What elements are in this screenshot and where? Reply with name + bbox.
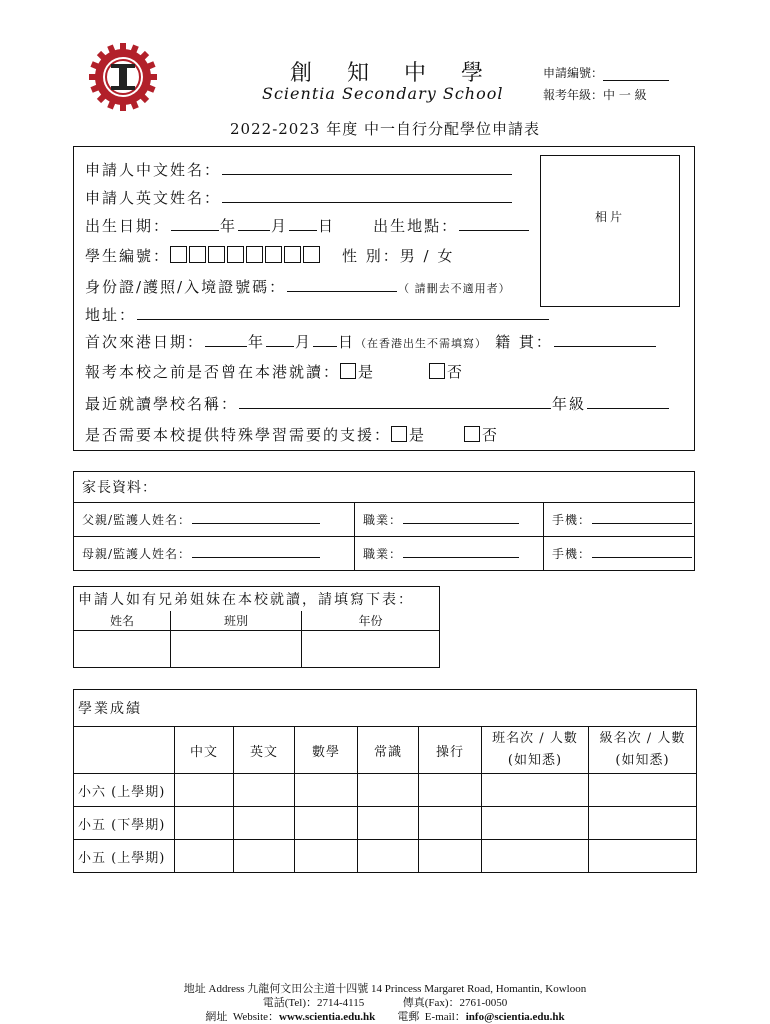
- dob-day-field[interactable]: [289, 215, 317, 231]
- father-name-cell[interactable]: 父親/監護人姓名：: [74, 503, 355, 537]
- studied-yes-checkbox[interactable]: [340, 363, 356, 379]
- footer-contact: 網址 Website：www.scientia.edu.hk 電郵 E-mail：info@scientia.edu.hk: [205, 1011, 565, 1023]
- col-grade-rank: 級名次 / 人數 (如知悉): [589, 727, 697, 774]
- dob-month-field[interactable]: [238, 215, 270, 231]
- siblings-title: 申請人如有兄弟姐妹在本校就讀，請填寫下表：: [74, 587, 440, 612]
- siblings-table: [73, 586, 440, 668]
- table-row: 小五 (下學期): [74, 807, 697, 840]
- en-name-field[interactable]: [222, 187, 512, 203]
- school-name-chinese: 創 知 中 學: [290, 61, 497, 86]
- application-number-field[interactable]: [603, 68, 669, 81]
- arrival-row: 首次來港日期： 年 月 日（在香港出生不需填寫） 籍 貫：: [85, 331, 657, 352]
- col-class: 班別: [171, 611, 302, 631]
- grades-title: 學業成績: [74, 690, 697, 727]
- dob-row: 出生日期： 年 月 日 出生地點：: [85, 215, 530, 236]
- grades-table: [73, 689, 697, 873]
- arrival-month-field[interactable]: [266, 331, 294, 347]
- col-name: 姓名: [74, 611, 171, 631]
- special-needs-row: 是否需要本校提供特殊學習需要的支援： 是 否: [85, 426, 500, 444]
- col-class-rank: 班名次 / 人數 (如知悉): [482, 727, 589, 774]
- col-general: 常識: [358, 727, 419, 774]
- photo-box[interactable]: [540, 155, 680, 307]
- last-grade-field[interactable]: [587, 393, 669, 409]
- last-school-field[interactable]: [239, 393, 551, 409]
- table-row: [74, 537, 695, 571]
- col-english: 英文: [234, 727, 295, 774]
- last-school-row: 最近就讀學校名稱： 年級: [85, 393, 670, 414]
- col-math: 數學: [295, 727, 358, 774]
- table-row: [74, 631, 440, 668]
- pob-field[interactable]: [459, 215, 529, 231]
- native-place-field[interactable]: [554, 331, 656, 347]
- father-mobile-cell[interactable]: 手機：: [544, 503, 695, 537]
- form-title: 2022-2023 年度 中一自行分配學位申請表: [230, 120, 540, 138]
- father-occupation-cell[interactable]: 職業：: [355, 503, 544, 537]
- parents-title: 家長資料：: [74, 472, 695, 503]
- cn-name-field[interactable]: [222, 159, 512, 175]
- dob-year-field[interactable]: [171, 215, 219, 231]
- student-no-boxes[interactable]: [170, 247, 322, 265]
- address-field[interactable]: [137, 304, 549, 320]
- needs-no-checkbox[interactable]: [464, 426, 480, 442]
- cn-name-row: 申請人中文姓名：: [85, 159, 513, 180]
- table-row: 小五 (上學期): [74, 840, 697, 873]
- application-number: 申請編號：: [543, 64, 669, 81]
- address-row: 地址：: [85, 304, 550, 325]
- gender[interactable]: 性 別：男 / 女: [342, 247, 455, 265]
- photo-label: 相片: [594, 210, 625, 224]
- school-logo: [88, 42, 158, 112]
- table-row: 小六 (上學期): [74, 774, 697, 807]
- footer: [0, 982, 770, 1024]
- studied-no-checkbox[interactable]: [429, 363, 445, 379]
- id-row: 身份證/護照/入境證號碼： （ 請刪去不適用者）: [85, 278, 511, 296]
- applied-grade: 報考年級：中 一 級: [543, 88, 647, 102]
- en-name-row: 申請人英文姓名：: [85, 187, 513, 208]
- student-no-row: 學生編號： 性 別：男 / 女: [85, 247, 455, 265]
- id-field[interactable]: [287, 276, 397, 292]
- school-name-english: Scientia Secondary School: [262, 84, 504, 103]
- arrival-day-field[interactable]: [313, 331, 337, 347]
- parents-table: [73, 471, 695, 571]
- needs-yes-checkbox[interactable]: [391, 426, 407, 442]
- table-row: [74, 503, 695, 537]
- footer-phone-fax: 電話(Tel)：2714-4115 傳真(Fax)：2761-0050: [262, 997, 508, 1009]
- mother-occupation-cell[interactable]: 職業：: [355, 537, 544, 571]
- arrival-year-field[interactable]: [205, 331, 247, 347]
- email-link[interactable]: info@scientia.edu.hk: [465, 1011, 565, 1023]
- mother-name-cell[interactable]: 母親/監護人姓名：: [74, 537, 355, 571]
- website-link[interactable]: www.scientia.edu.hk: [279, 1011, 376, 1023]
- footer-address: 地址 Address 九龍何文田公主道十四號 14 Princess Margaret Road, Homantin, Kowloon: [183, 983, 587, 995]
- col-conduct: 操行: [419, 727, 482, 774]
- mother-mobile-cell[interactable]: 手機：: [544, 537, 695, 571]
- col-chinese: 中文: [175, 727, 234, 774]
- col-year: 年份: [302, 611, 440, 631]
- studied-here-row: 報考本校之前是否曾在本港就讀： 是 否: [85, 363, 465, 381]
